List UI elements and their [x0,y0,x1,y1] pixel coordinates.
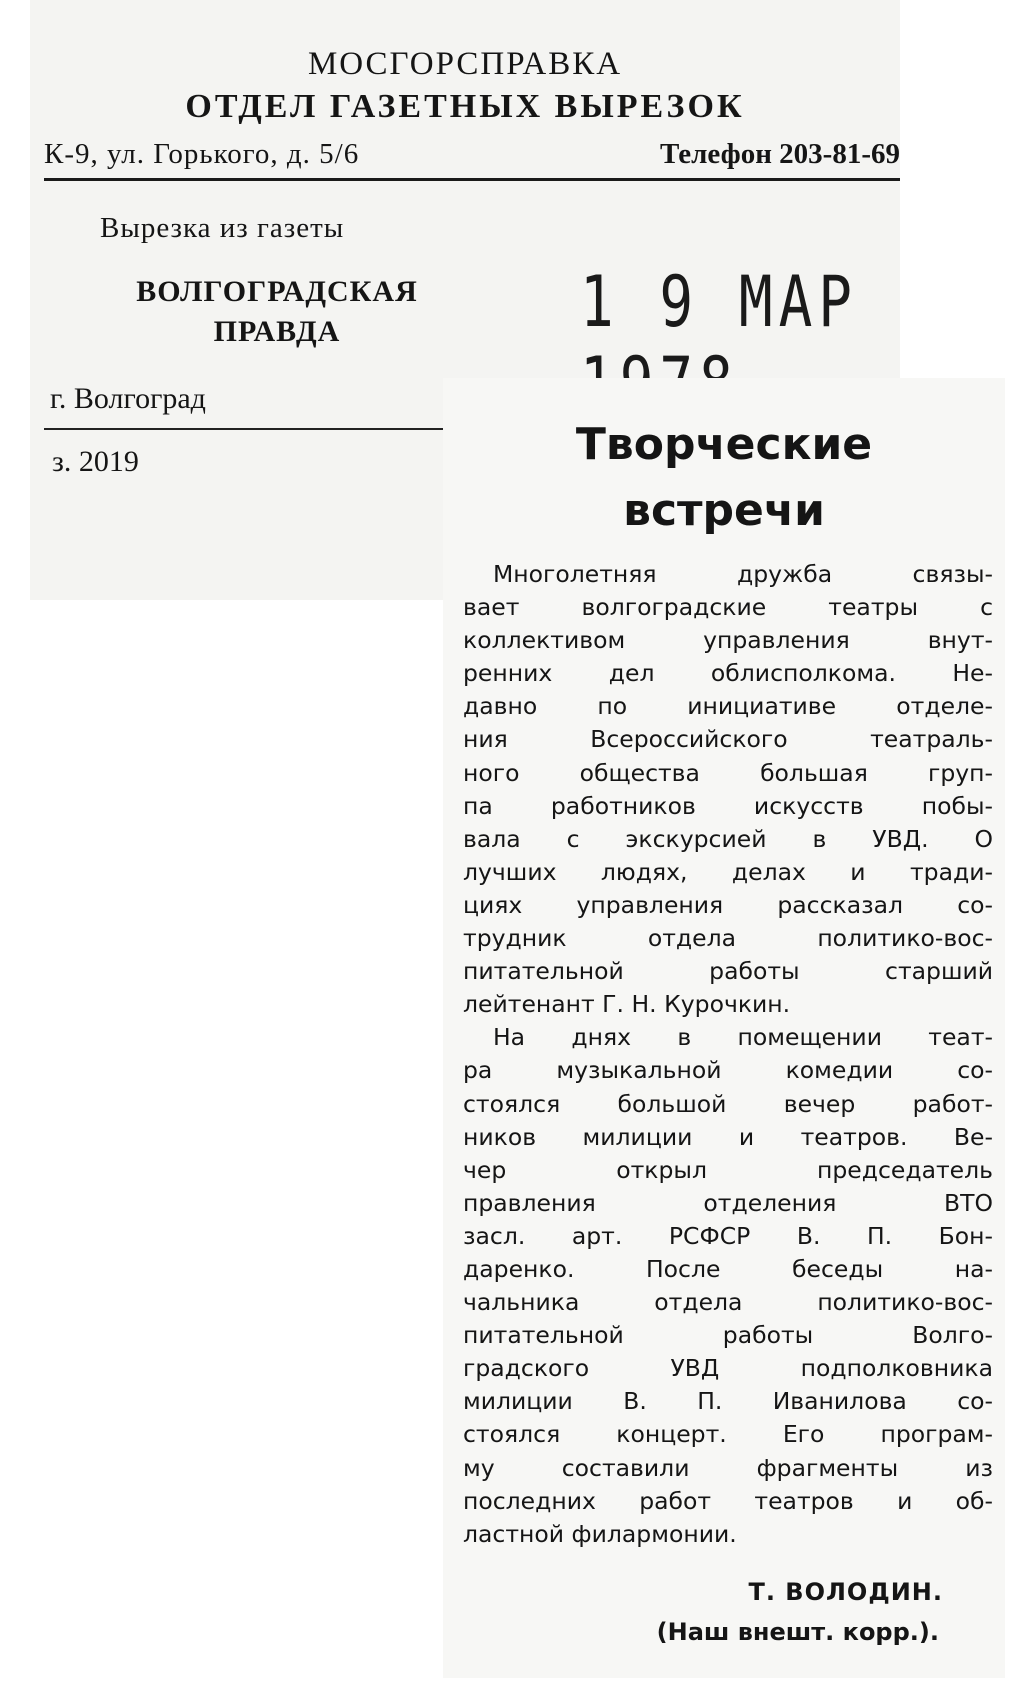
article-line: ренних дел облисполкома. Не- [463,659,993,688]
city-divider [44,428,464,430]
article-title [443,412,1005,544]
article-line: ластной филармонии. [463,1519,737,1548]
article-line: вала с экскурсией в УВД. О [463,824,993,853]
article-body [463,558,993,1551]
newspaper-name-line-1: ВОЛГОГРАДСКАЯ [136,275,418,308]
date-stamp: 1 9 МАР [580,262,859,344]
article-line: лучших людях, делах и тради- [463,857,993,886]
agency-name: МОСГОРСПРАВКА [307,46,623,82]
newspaper-name [92,272,462,352]
article-line: ния Всероссийского театраль- [463,725,993,754]
article-line: ников милиции и театров. Ве- [463,1122,993,1151]
article-line: правления отделения ВТО [463,1188,993,1217]
article-line: засл. арт. РСФСР В. П. Бон- [463,1221,993,1250]
article-line: па работников искусств побы- [463,791,993,820]
article-clipping [443,378,1005,1678]
article-line: Многолетняя дружба связы- [493,560,993,588]
article-line: вает волгоградские театры с [463,593,993,622]
article-line: стоялся большой вечер работ- [463,1089,993,1118]
article-author-note: (Наш внешт. корр.). [656,1618,939,1646]
article-line: питательной работы старший [463,957,993,986]
article-line: циях управления рассказал со- [463,890,993,919]
article-line: На днях в помещении теат- [493,1023,993,1052]
article-line: градского УВД подполковника [463,1354,993,1383]
article-line: ного общества большая груп- [463,758,993,787]
article-line: коллективом управления внут- [463,626,993,655]
clip-label: Вырезка из газеты [100,212,345,244]
article-line: ра музыкальной комедии со- [463,1056,993,1085]
article-line: даренко. После беседы на- [463,1254,993,1283]
article-line: лейтенант Г. Н. Курочкин. [463,990,791,1019]
article-author: Т. ВОЛОДИН. [748,1578,943,1606]
agency-address: К-9, ул. Горького, д. 5/6 [44,138,360,170]
article-line: трудник отдела политико-вос- [463,924,993,953]
article-line: чальника отдела политико-вос- [463,1288,993,1317]
article-title-line-2: встречи [623,485,825,536]
article-line: давно по инициативе отделе- [463,692,993,721]
newspaper-city: г. Волгоград [50,382,206,415]
article-title-line-1: Творческие [575,419,873,470]
article-line: питательной работы Волго- [463,1321,993,1350]
article-line: последних работ театров и об- [463,1486,993,1515]
newspaper-name-line-2: ПРАВДА [213,315,341,348]
agency-phone: Телефон 203-81-69 [660,138,900,170]
order-number: з. 2019 [52,445,139,478]
header-divider [44,178,900,181]
article-line: милиции В. П. Иванилова со- [463,1387,993,1416]
article-line: му составили фрагменты из [463,1453,993,1482]
article-line: чер открыл председатель [463,1155,993,1184]
article-line: стоялся концерт. Его програм- [463,1420,993,1449]
department-name: ОТДЕЛ ГАЗЕТНЫХ ВЫРЕЗОК [185,88,745,125]
